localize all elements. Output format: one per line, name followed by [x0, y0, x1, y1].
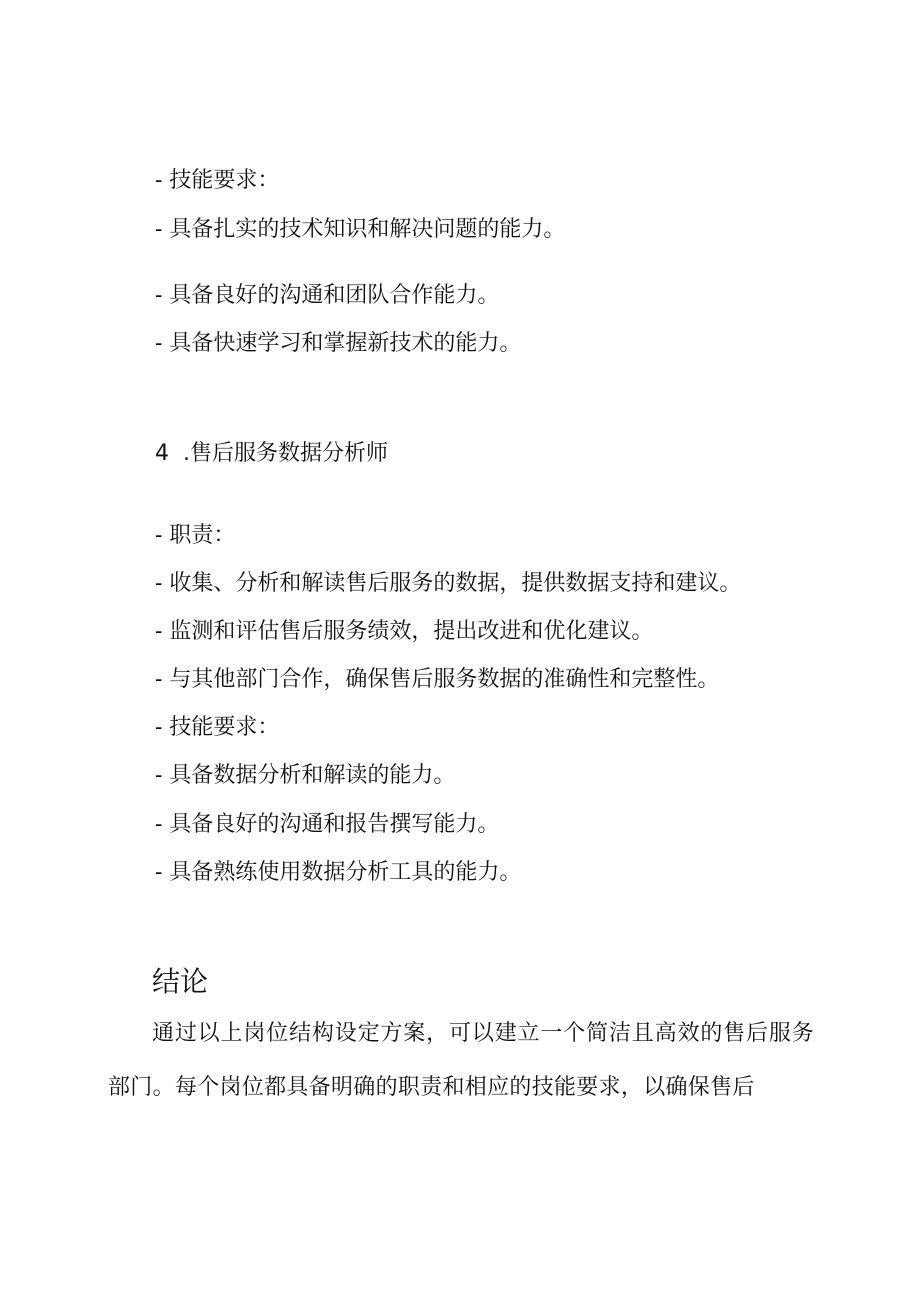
conclusion-heading: 结论	[152, 965, 209, 998]
section-heading	[155, 439, 388, 469]
section-title-text: .售后服务数据分析师	[183, 441, 388, 466]
list-item: - 具备熟练使用数据分析工具的能力。	[155, 860, 522, 885]
list-item: - 具备数据分析和解读的能力。	[155, 763, 456, 788]
list-item: - 监测和评估售后服务绩效，提出改进和优化建议。	[155, 619, 654, 644]
list-item: - 具备快速学习和掌握新技术的能力。	[155, 331, 522, 356]
section-number: 4	[155, 441, 169, 466]
list-item: - 技能要求：	[155, 715, 280, 740]
list-item: - 职责：	[155, 523, 236, 548]
list-item: - 具备良好的沟通和团队合作能力。	[155, 283, 500, 308]
list-item: - 与其他部门合作，确保售后服务数据的准确性和完整性。	[155, 667, 720, 692]
list-item: - 收集、分析和解读售后服务的数据，提供数据支持和建议。	[155, 571, 742, 596]
conclusion-paragraph: 通过以上岗位结构设定方案，可以建立一个简洁且高效的售后服务部门。每个岗位都具备明确的职责和相应的技能要求，以确保售后	[108, 1021, 814, 1100]
list-item: - 具备扎实的技术知识和解决问题的能力。	[155, 217, 566, 242]
list-item: - 技能要求：	[155, 168, 280, 193]
list-item: - 具备良好的沟通和报告撰写能力。	[155, 812, 500, 837]
